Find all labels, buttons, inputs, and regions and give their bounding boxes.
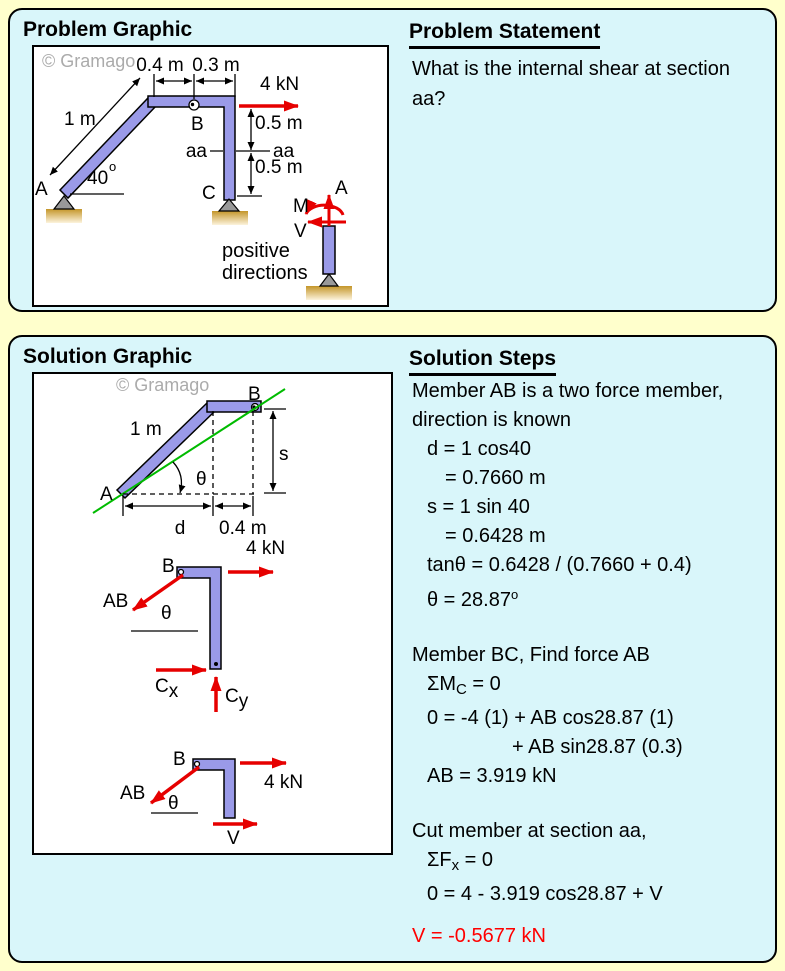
solution-step-line (409, 377, 775, 406)
solution-step-line (409, 493, 775, 522)
cx-main: C (155, 676, 169, 697)
node-b-label: B (162, 556, 175, 577)
node-a-label: A (35, 179, 48, 200)
solution-step-line (409, 464, 775, 493)
force-4kn-label: 4 kN (246, 538, 286, 559)
cy-sub: y (238, 691, 249, 712)
step-text: = 0 (459, 849, 494, 871)
force-4kn-label: 4 kN (264, 772, 304, 793)
step-spacer (409, 615, 775, 641)
dim-03-label: 0.3 m (192, 55, 240, 76)
pin-support-c-icon (219, 199, 239, 211)
solution-graphic-title: Solution Graphic (23, 345, 193, 368)
step-spacer (409, 791, 775, 817)
positive-caption-line1: positive (222, 240, 290, 262)
ground-c (212, 211, 248, 225)
pin-b-icon (189, 100, 199, 110)
step-text: θ = 28.87 (427, 589, 511, 611)
cy-main: C (225, 686, 239, 707)
solution-step-line (409, 435, 775, 464)
shear-result-value: V = -0.5677 kN (412, 925, 546, 947)
step-text: Member AB is a two force member, (412, 380, 724, 402)
section-aa-right-label: aa (273, 141, 295, 162)
support-a (46, 196, 82, 223)
angle-degree-sup: o (109, 159, 117, 174)
problem-figure (34, 47, 387, 305)
solution-figure (34, 374, 391, 853)
dim-top (136, 55, 240, 99)
dim-04-label: 0.4 m (136, 55, 184, 76)
watermark-text: © Gramago (42, 51, 136, 71)
solution-step-line (409, 406, 775, 435)
degree-sup: o (510, 587, 519, 602)
angle-value: 40 (87, 168, 109, 189)
solution-step-line (409, 733, 775, 762)
member-bc-bar (177, 567, 221, 669)
dim-04-label: 0.4 m (219, 518, 267, 539)
cut-section-fbd (120, 749, 303, 849)
solution-step-line (409, 704, 775, 733)
member-bc-fbd (103, 538, 285, 712)
step-text: + AB sin28.87 (0.3) (512, 736, 683, 758)
theta-label: θ (196, 469, 207, 490)
force-ab-label: AB (103, 591, 129, 612)
dim-d-label: d (174, 518, 186, 539)
positive-caption-line2: directions (222, 262, 308, 284)
solution-step-line (409, 762, 775, 791)
force-ab-arrow (133, 575, 183, 610)
step-text: ΣF (427, 849, 452, 871)
pin-b-circle (179, 570, 184, 575)
step-text: 0 = -4 (1) + AB cos28.87 (1) (427, 707, 674, 729)
step-text: 0 = 4 - 3.919 cos28.87 + V (427, 883, 663, 905)
solution-step-line (409, 641, 775, 670)
dim-s-label: s (279, 444, 289, 465)
theta-label: θ (161, 603, 172, 624)
problem-panel (8, 8, 777, 312)
moment-arrow (306, 205, 343, 215)
moment-sub: C (456, 681, 467, 698)
force-4kn-label: 4 kN (260, 74, 300, 95)
pin-support-a-icon (54, 196, 74, 209)
solution-step-line (409, 670, 775, 704)
pin-b-dot (191, 103, 194, 106)
positive-v-label: V (294, 221, 307, 242)
positive-a-label: A (335, 178, 348, 199)
solution-step-line (409, 522, 775, 551)
problem-graphic-title: Problem Graphic (23, 18, 193, 41)
step-text: Member BC, Find force AB (412, 644, 650, 666)
step-text: AB = 3.919 kN (427, 765, 557, 787)
cx-sub: x (168, 681, 179, 702)
dim-05-upper-label: 0.5 m (255, 113, 303, 134)
node-c-label: C (202, 183, 216, 204)
step-text: d = 1 cos40 (427, 438, 531, 460)
solution-step-line (409, 817, 775, 846)
problem-statement-title: Problem Statement (409, 20, 600, 49)
step-text: tanθ = 0.6428 / (0.7660 + 0.4) (427, 554, 692, 576)
theta-arc (173, 462, 181, 493)
step-text: Cut member at section aa, (412, 820, 647, 842)
step-text: direction is known (412, 409, 571, 431)
solution-graphic-box (32, 372, 393, 855)
section-aa (186, 141, 295, 162)
step-text: = 0.7660 m (445, 467, 546, 489)
dim-1m-label: 1 m (130, 419, 162, 440)
legend-member-bar (323, 226, 335, 274)
problem-statement-text: What is the internal shear at section aa? (412, 58, 730, 110)
dim-1m-label: 1 m (64, 109, 96, 130)
ground-a (46, 209, 82, 223)
pin-support-legend-icon (320, 274, 338, 286)
solution-steps-text (409, 377, 775, 951)
step-text: = 0.6428 m (445, 525, 546, 547)
geometry-figure (93, 384, 289, 539)
solution-step-line (409, 580, 775, 615)
step-text: = 0 (466, 673, 501, 695)
step-text: ΣM (427, 673, 457, 695)
node-b-label: B (173, 749, 186, 770)
force-ab-label: AB (120, 783, 146, 804)
section-aa-left-label: aa (185, 141, 207, 162)
solution-step-line (409, 551, 775, 580)
pin-c-dot (214, 662, 218, 666)
support-c (212, 199, 248, 225)
shear-v-label: V (227, 828, 240, 849)
positive-m-label: M (293, 196, 309, 217)
dim-05-lower-label: 0.5 m (255, 157, 303, 178)
solution-steps-title: Solution Steps (409, 347, 556, 376)
pin-b-circle (195, 762, 200, 767)
solution-panel (8, 335, 777, 963)
solution-step-line (409, 880, 775, 909)
force-cx-label (155, 676, 179, 702)
node-a-label: A (100, 484, 113, 505)
node-b-label: B (248, 384, 261, 405)
watermark-text: © Gramago (116, 375, 210, 395)
force-4kn-arrow (239, 74, 299, 106)
force-sub: x (451, 857, 460, 874)
ground-legend (306, 286, 352, 300)
force-cy-label (225, 686, 249, 712)
solution-step-line (409, 846, 775, 880)
node-b-label: B (191, 114, 204, 135)
step-text: s = 1 sin 40 (427, 496, 530, 518)
problem-graphic-box (32, 45, 389, 307)
theta-label: θ (168, 793, 179, 814)
